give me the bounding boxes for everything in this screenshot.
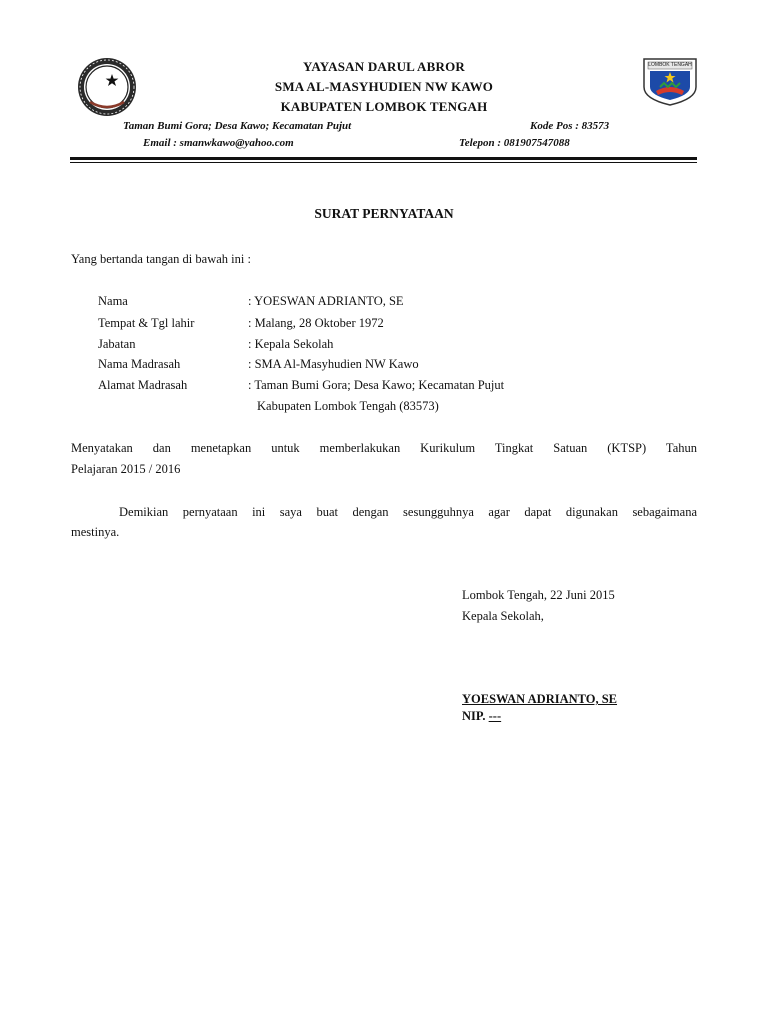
school-phone: Telepon : 081907547088 <box>459 137 570 149</box>
regency-name: KABUPATEN LOMBOK TENGAH <box>280 99 488 114</box>
field-value-jabatan: : Kepala Sekolah <box>248 337 334 351</box>
letter-title: SURAT PERNYATAAN <box>314 206 454 221</box>
school-name: SMA AL-MASYHUDIEN NW KAWO <box>274 79 494 94</box>
school-address: Taman Bumi Gora; Desa Kawo; Kecamatan Pujut <box>123 120 352 132</box>
postal-code: Kode Pos : 83573 <box>530 120 610 132</box>
intro-text: Yang bertanda tangan di bawah ini : <box>71 252 251 266</box>
nip-value: --- <box>488 709 502 723</box>
statement-paragraph-line1: Menyatakan dan menetapkan untuk memberlakukan Kurikulum Tingkat Satuan (KTSP) Tahun <box>71 441 697 455</box>
field-label-ttl: Tempat & Tgl lahir <box>98 316 195 330</box>
closing-paragraph-line2: mestinya. <box>71 525 120 539</box>
letterhead-rule-thick <box>70 157 697 160</box>
signer-position: Kepala Sekolah, <box>462 609 544 623</box>
field-label-jabatan: Jabatan <box>98 337 136 351</box>
signer-nip <box>462 709 501 724</box>
place-date: Lombok Tengah, 22 Juni 2015 <box>462 588 615 602</box>
shield-banner-text: LOMBOK TENGAH <box>648 62 692 68</box>
field-label-madrasah: Nama Madrasah <box>98 357 181 371</box>
letterhead-rule-thin <box>70 162 697 163</box>
field-value-nama: : YOESWAN ADRIANTO, SE <box>248 294 404 308</box>
field-value-ttl: : Malang, 28 Oktober 1972 <box>248 316 384 330</box>
field-value-alamat: : Taman Bumi Gora; Desa Kawo; Kecamatan Pujut <box>248 378 505 392</box>
field-value-madrasah: : SMA Al-Masyhudien NW Kawo <box>248 357 419 371</box>
closing-paragraph-line1: Demikian pernyataan ini saya buat dengan sesungguhnya agar dapat digunakan sebagaimana <box>119 505 697 519</box>
foundation-name: YAYASAN DARUL ABROR <box>302 59 465 74</box>
school-email: Email : smanwkawo@yahoo.com <box>143 137 294 149</box>
statement-paragraph-line2: Pelajaran 2015 / 2016 <box>71 462 181 476</box>
field-label-alamat: Alamat Madrasah <box>98 378 188 392</box>
field-label-nama: Nama <box>98 294 128 308</box>
signer-name: YOESWAN ADRIANTO, SE <box>462 692 618 706</box>
field-value-alamat-cont: Kabupaten Lombok Tengah (83573) <box>257 399 439 413</box>
nip-label: NIP. <box>462 709 489 723</box>
